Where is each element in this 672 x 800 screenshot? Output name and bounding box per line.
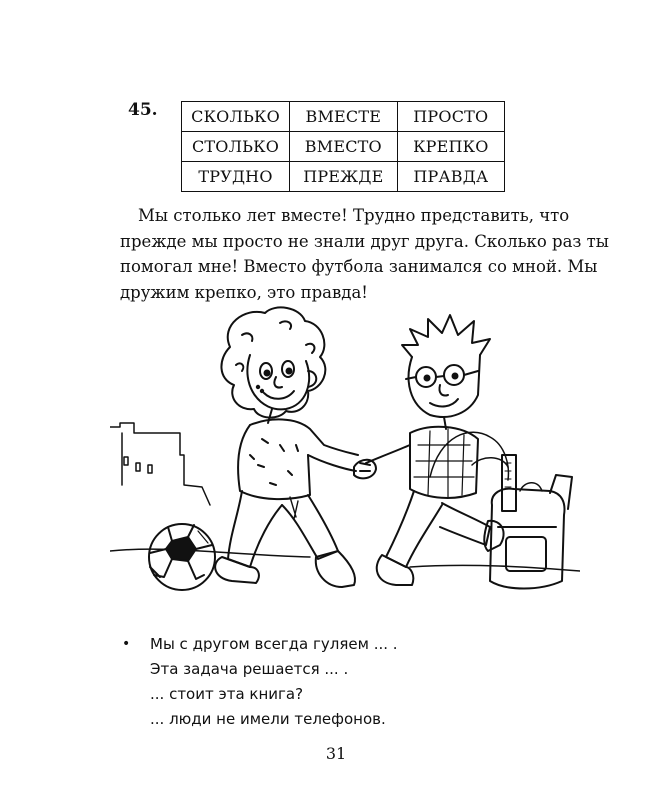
word-cell: ПРЕЖДЕ bbox=[290, 162, 398, 192]
word-cell: ВМЕСТЕ bbox=[290, 102, 398, 132]
soccer-ball-icon bbox=[149, 524, 215, 590]
sentence-item bbox=[122, 682, 542, 707]
paragraph-line: помогал мне! Вместо футбола занимался со мной. Мы bbox=[120, 257, 598, 276]
word-cell: ПРАВДА bbox=[397, 162, 504, 192]
word-table-row bbox=[182, 102, 505, 132]
sentence-list bbox=[122, 632, 542, 732]
word-table-row bbox=[182, 132, 505, 162]
page-number: 31 bbox=[325, 744, 347, 763]
backpack-icon bbox=[490, 455, 572, 589]
word-cell: КРЕПКО bbox=[397, 132, 504, 162]
sentence-item bbox=[122, 707, 542, 732]
sentence-text: Мы с другом всегда гуляем ... . bbox=[150, 635, 398, 653]
word-cell: СТОЛЬКО bbox=[182, 132, 290, 162]
word-cell: ВМЕСТО bbox=[290, 132, 398, 162]
curly-boy-figure bbox=[215, 307, 358, 587]
sentence-text: ... люди не имели телефонов. bbox=[150, 710, 386, 728]
sentence-text: ... стоит эта книга? bbox=[150, 685, 304, 703]
sentence-item bbox=[122, 632, 542, 657]
word-table bbox=[181, 101, 505, 192]
glasses-boy-figure bbox=[354, 315, 504, 585]
sentence-item bbox=[122, 657, 542, 682]
bullet-icon: • bbox=[122, 636, 131, 652]
sentence-text: Эта задача решается ... . bbox=[150, 660, 349, 678]
paragraph-line: прежде мы просто не знали друг друга. Сколько раз ты bbox=[120, 231, 609, 251]
paragraph-line: дружим крепко, это правда! bbox=[120, 282, 368, 302]
word-cell: СКОЛЬКО bbox=[182, 102, 290, 132]
exercise-number: 45. bbox=[128, 100, 158, 120]
word-table-row bbox=[182, 162, 505, 192]
word-cell: ТРУДНО bbox=[182, 162, 290, 192]
paragraph-line: Мы столько лет вместе! Трудно представить, что bbox=[138, 206, 570, 225]
story-paragraph bbox=[120, 203, 609, 305]
two-boys-dancing-illustration bbox=[110, 305, 580, 615]
word-cell: ПРОСТО bbox=[397, 102, 504, 132]
